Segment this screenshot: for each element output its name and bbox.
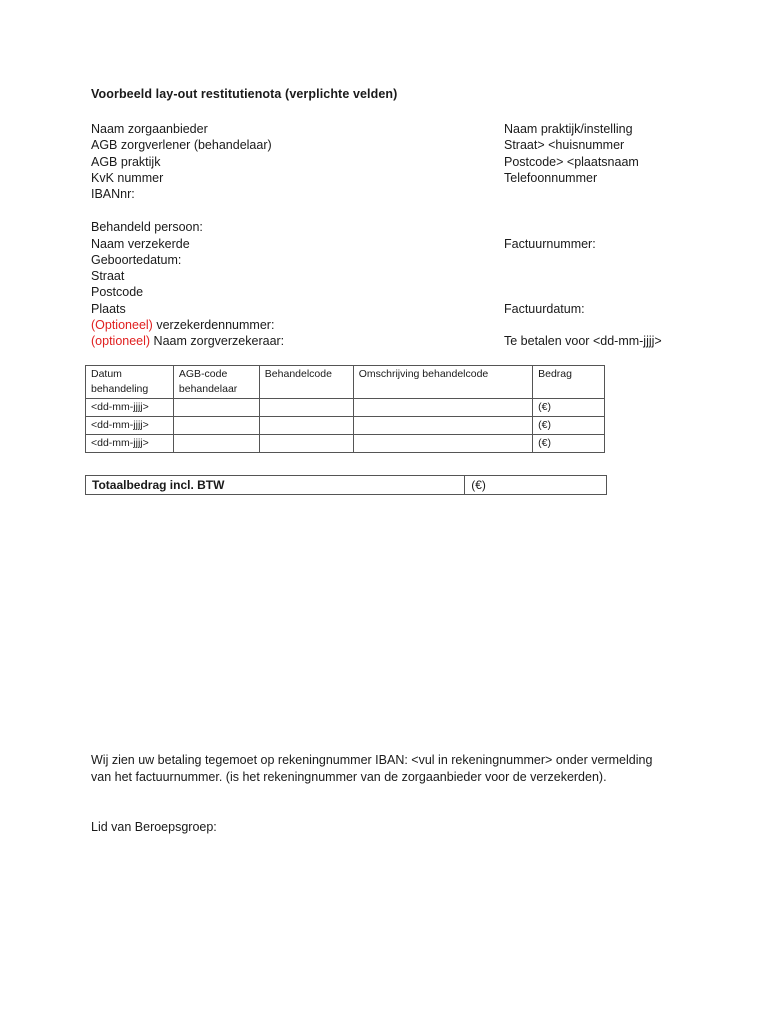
cell-date: <dd-mm-jjjj> [86,417,174,435]
kvk-number-label: KvK nummer [91,171,164,185]
treated-person-header: Behandeld persoon: [91,220,203,234]
cell-agb-code [173,435,259,453]
cell-description [353,435,532,453]
cell-date: <dd-mm-jjjj> [86,435,174,453]
cell-amount: (€) [533,399,605,417]
header-date: Datum behandeling [86,366,174,399]
total-table [85,475,607,495]
practice-name-label: Naam praktijk/instelling [504,122,633,136]
insured-name-label: Naam verzekerde [91,237,190,251]
cell-treatment-code [259,417,353,435]
total-amount: (€) [465,476,607,495]
cell-agb-code [173,417,259,435]
cell-agb-code [173,399,259,417]
treatment-table [85,365,605,453]
table-header-row [86,366,605,399]
person-city-label: Plaats [91,302,126,316]
agb-praktijk-label: AGB praktijk [91,155,161,169]
header-description: Omschrijving behandelcode [353,366,532,399]
cell-treatment-code [259,435,353,453]
person-street-label: Straat [91,269,125,283]
header-treatment-code: Behandelcode [259,366,353,399]
cell-treatment-code [259,399,353,417]
birthdate-label: Geboortedatum: [91,253,182,267]
invoice-date-label: Factuurdatum: [504,302,585,316]
phone-label: Telefoonnummer [504,171,598,185]
agb-zorgverlener-label: AGB zorgverlener (behandelaar) [91,138,272,152]
total-label: Totaalbedrag incl. BTW [86,476,465,495]
due-date-label: Te betalen voor <dd-mm-jjjj> [504,334,662,348]
cell-amount: (€) [533,435,605,453]
document-title: Voorbeeld lay-out restitutienota (verplichte velden) [91,87,398,101]
person-postcode-label: Postcode [91,285,144,299]
table-row [86,417,605,435]
invoice-number-label: Factuurnummer: [504,237,596,251]
iban-label: IBANnr: [91,187,135,201]
optional-tag: (optioneel) [91,334,151,348]
table-row [86,399,605,417]
payment-instructions: Wij zien uw betaling tegemoet op rekeningnummer IBAN: <vul in rekeningnummer> onder vermelding van het factuurnummer. (is het rekeningnummer van de zorgaanbieder voor de verzekerden). [91,753,653,784]
cell-amount: (€) [533,417,605,435]
provider-name-label: Naam zorgaanbieder [91,122,208,136]
cell-description [353,399,532,417]
insured-number-label: verzekerdennummer: [152,318,275,332]
table-row [86,435,605,453]
cell-description [353,417,532,435]
header-amount: Bedrag [533,366,605,399]
professional-group-label: Lid van Beroepsgroep: [91,820,217,834]
total-row [86,476,607,495]
insured-number-line [91,317,274,333]
header-agb-code: AGB-code behandelaar [173,366,259,399]
insurer-name-label: Naam zorgverzekeraar: [150,334,285,348]
insurer-name-line [91,333,284,349]
street-number-label: Straat> <huisnummer [504,138,625,152]
postcode-city-label: Postcode> <plaatsnaam [504,155,639,169]
optional-tag: (Optioneel) [91,318,153,332]
cell-date: <dd-mm-jjjj> [86,399,174,417]
